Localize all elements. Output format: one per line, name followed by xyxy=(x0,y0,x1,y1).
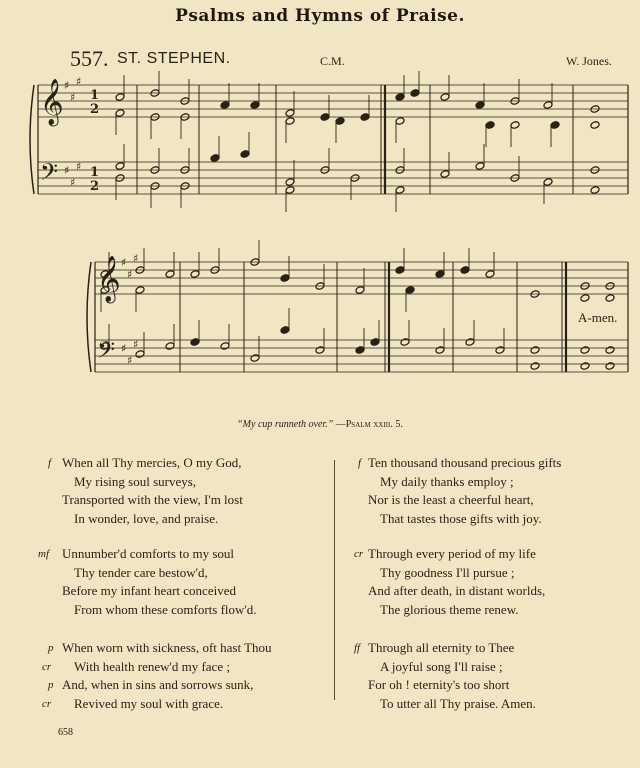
stanza-4 xyxy=(358,454,562,528)
note-head xyxy=(605,346,615,355)
time-signature-top: 1 xyxy=(90,165,100,180)
note-head xyxy=(475,101,485,110)
note-head xyxy=(355,286,365,295)
key-sharp: ♯ xyxy=(127,268,133,281)
stanza-2 xyxy=(38,545,257,619)
note-head xyxy=(543,178,553,187)
note-head xyxy=(530,346,540,355)
key-sharp: ♯ xyxy=(70,91,76,104)
stanza-6 xyxy=(354,639,536,713)
note-head xyxy=(580,346,590,355)
note-head xyxy=(315,346,325,355)
lyric-line: Thy goodness I'll pursue ; xyxy=(380,564,515,580)
note-head xyxy=(395,93,405,102)
note-head xyxy=(240,150,250,159)
note-head xyxy=(135,350,145,359)
lyric-line: Ten thousand thousand precious gifts xyxy=(368,455,562,470)
note-head xyxy=(360,113,370,122)
note-head xyxy=(475,162,485,171)
page-header-title: Psalms and Hymns of Praise. xyxy=(175,6,465,26)
note-head xyxy=(590,121,600,130)
time-signature-top: 1 xyxy=(90,88,100,103)
note-head xyxy=(115,109,125,118)
dynamic-mark: cr xyxy=(42,697,52,710)
note-head xyxy=(530,362,540,371)
note-head xyxy=(320,113,330,122)
lyric-line: From whom these comforts flow'd. xyxy=(74,601,257,617)
note-head xyxy=(435,270,445,279)
scripture-quote: “My cup runneth over.” xyxy=(237,419,334,430)
note-head xyxy=(550,121,560,130)
note-head xyxy=(165,270,175,279)
note-head xyxy=(250,354,260,363)
lyric-line: My daily thanks employ ; xyxy=(380,473,514,489)
note-head xyxy=(400,338,410,347)
hymn-tune-name: ST. STEPHEN. xyxy=(117,50,231,67)
note-head xyxy=(165,342,175,351)
note-head xyxy=(115,162,125,171)
system-brace xyxy=(87,262,91,372)
note-head xyxy=(115,93,125,102)
stanza-5 xyxy=(354,545,546,619)
hymn-composer: W. Jones. xyxy=(566,54,612,68)
key-sharp: ♯ xyxy=(76,160,82,173)
key-sharp: ♯ xyxy=(127,354,133,367)
dynamic-mark: cr xyxy=(354,548,364,560)
note-head xyxy=(405,286,415,295)
note-head xyxy=(395,117,405,126)
key-sharp: ♯ xyxy=(70,176,76,189)
note-head xyxy=(210,154,220,163)
bass-clef: 𝄢 xyxy=(97,336,116,369)
treble-clef: 𝄞 xyxy=(97,256,121,302)
note-head xyxy=(580,294,590,303)
key-sharp: ♯ xyxy=(133,252,139,265)
note-head xyxy=(190,270,200,279)
time-signature-bottom: 2 xyxy=(90,179,100,194)
key-sharp: ♯ xyxy=(64,164,70,177)
lyric-line: A joyful song I'll raise ; xyxy=(380,658,503,674)
note-head xyxy=(285,186,295,195)
lyric-line: The glorious theme renew. xyxy=(380,601,519,617)
dynamic-mark: f xyxy=(358,457,362,469)
note-head xyxy=(220,342,230,351)
dynamic-mark: mf xyxy=(38,548,49,560)
lyric-line: Nor is the least a cheerful heart, xyxy=(368,492,534,507)
key-sharp: ♯ xyxy=(76,75,82,88)
lyric-line: In wonder, love, and praise. xyxy=(74,510,219,526)
lyric-line: And, when in sins and sorrows sunk, xyxy=(62,677,254,692)
note-head xyxy=(280,326,290,335)
lyric-line: That tastes those gifts with joy. xyxy=(380,510,542,526)
hymn-meter: C.M. xyxy=(320,54,345,68)
note-head xyxy=(220,101,230,110)
lyric-line: Through all eternity to Thee xyxy=(368,640,515,655)
lyric-line: To utter all Thy praise. Amen. xyxy=(380,695,536,711)
key-sharp: ♯ xyxy=(133,338,139,351)
note-head xyxy=(590,186,600,195)
note-head xyxy=(510,121,520,130)
note-head xyxy=(440,93,450,102)
note-head xyxy=(485,270,495,279)
lyric-line: With health renew'd my face ; xyxy=(74,658,230,674)
amen-label: A-men. xyxy=(578,310,618,325)
stanza-3 xyxy=(42,639,272,713)
dynamic-mark: ff xyxy=(354,642,361,654)
note-head xyxy=(605,362,615,371)
note-head xyxy=(280,274,290,283)
note-head xyxy=(355,346,365,355)
note-head xyxy=(410,89,420,98)
treble-clef: 𝄞 xyxy=(40,79,64,125)
page-number: 658 xyxy=(58,727,73,738)
scripture-reference xyxy=(0,419,640,430)
note-head xyxy=(285,109,295,118)
time-signature-bottom: 2 xyxy=(90,102,100,117)
note-head xyxy=(495,346,505,355)
dynamic-mark: cr xyxy=(42,660,52,673)
dynamic-mark: p xyxy=(48,642,54,654)
lyric-line: Transported with the view, I'm lost xyxy=(62,492,243,507)
bass-clef: 𝄢 xyxy=(40,158,59,191)
lyric-line: When all Thy mercies, O my God, xyxy=(62,455,242,470)
note-head xyxy=(395,186,405,195)
lyric-line: When worn with sickness, oft hast Thou xyxy=(62,640,272,655)
note-head xyxy=(190,338,200,347)
lyric-line: And after death, in distant worlds, xyxy=(368,583,546,598)
hymn-number: 557. xyxy=(70,46,109,71)
note-head xyxy=(250,101,260,110)
key-sharp: ♯ xyxy=(64,79,70,92)
key-sharp: ♯ xyxy=(121,342,127,355)
note-head xyxy=(285,178,295,187)
lyric-line: Unnumber'd comforts to my soul xyxy=(62,546,235,561)
lyric-line: Thy tender care bestow'd, xyxy=(74,564,208,580)
note-head xyxy=(370,338,380,347)
stanza-1 xyxy=(48,454,243,528)
lyric-line: Before my infant heart conceived xyxy=(62,583,236,598)
note-head xyxy=(465,338,475,347)
lyric-line: My rising soul surveys, xyxy=(74,473,197,489)
lyric-line: Revived my soul with grace. xyxy=(74,695,224,711)
note-head xyxy=(335,117,345,126)
lyric-line: Through every period of my life xyxy=(368,546,536,561)
scripture-citation: —Psalm xxiii. 5. xyxy=(335,419,403,430)
note-head xyxy=(135,286,145,295)
lyric-line: For oh ! eternity's too short xyxy=(368,677,510,692)
note-head xyxy=(395,266,405,275)
system-brace xyxy=(30,85,34,194)
note-head xyxy=(543,101,553,110)
note-head xyxy=(485,121,495,130)
key-sharp: ♯ xyxy=(121,256,127,269)
dynamic-mark: p xyxy=(48,679,54,691)
note-head xyxy=(605,294,615,303)
note-head xyxy=(440,170,450,179)
dynamic-mark: f xyxy=(48,457,52,469)
column-divider xyxy=(334,460,335,700)
note-head xyxy=(285,117,295,126)
note-head xyxy=(435,346,445,355)
note-head xyxy=(580,362,590,371)
note-head xyxy=(460,266,470,275)
